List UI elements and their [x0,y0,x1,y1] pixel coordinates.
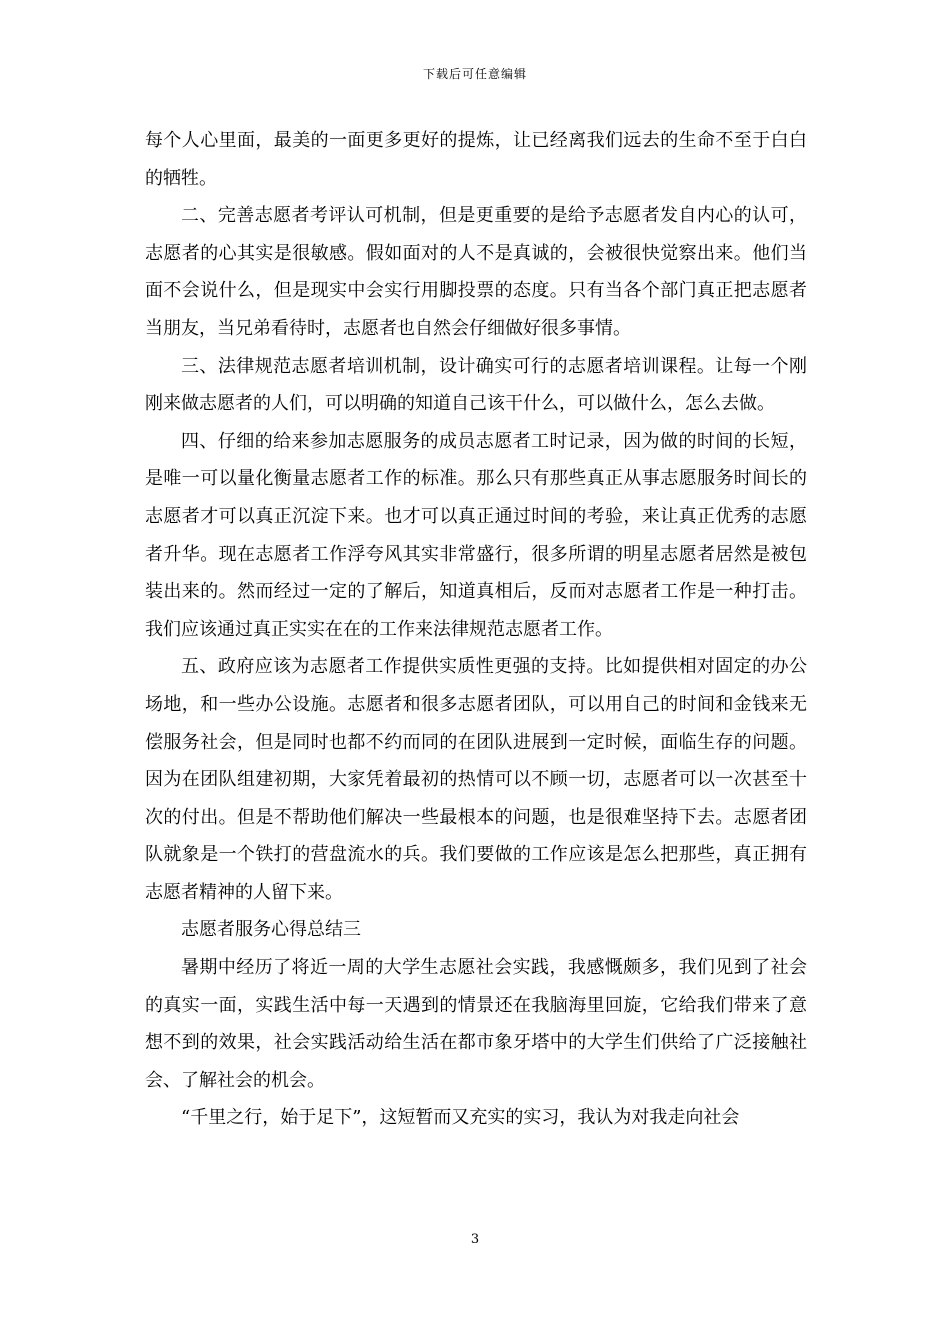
page-number: 3 [470,1232,480,1247]
paragraph-point-two: 二、完善志愿者考评认可机制，但是更重要的是给予志愿者发自内心的认可，志愿者的心其实是很敏感。假如面对的人不是真诚的，会被很快觉察出来。他们当面不会说什么，但是现实中会实行用脚投票的态度。只有当各个部门真正把志愿者当朋友，当兄弟看待时，志愿者也自然会仔细做好很多事情。 [145,205,807,339]
paragraph-quote: “千里之行，始于足下”，这短暂而又充实的实习，我认为对我走向社会 [181,1107,740,1129]
paragraph-summer-practice: 暑期中经历了将近一周的大学生志愿社会实践，我感慨颇多，我们见到了社会的真实一面，实践生活中每一天遇到的情景还在我脑海里回旋，它给我们带来了意想不到的效果，社会实践活动给生活在都市象牙塔中的大学生们供给了广泛接触社会、了解社会的机会。 [145,957,807,1091]
paragraph-point-four: 四、仔细的给来参加志愿服务的成员志愿者工时记录，因为做的时间的长短，是唯一可以量化衡量志愿者工作的标准。那么只有那些真正从事志愿服务时间长的志愿者才可以真正沉淀下来。也才可以真正通过时间的考验，来让真正优秀的志愿者升华。现在志愿者工作浮夸风其实非常盛行，很多所谓的明星志愿者居然是被包装出来的。然而经过一定的了解后，知道真相后，反而对志愿者工作是一种打击。我们应该通过真正实实在在的工作来法律规范志愿者工作。 [145,430,807,640]
paragraph-point-five: 五、政府应该为志愿者工作提供实质性更强的支持。比如提供相对固定的办公场地，和一些办公设施。志愿者和很多志愿者团队，可以用自己的时间和金钱来无偿服务社会，但是同时也都不约而同的在团队进展到一定时候，面临生存的问题。因为在团队组建初期，大家凭着最初的热情可以不顾一切，志愿者可以一次甚至十次的付出。但是不帮助他们解决一些最根本的问题，也是很难坚持下去。志愿者团队就象是一个铁打的营盘流水的兵。我们要做的工作应该是怎么把那些，真正拥有志愿者精神的人留下来。 [145,656,807,903]
page-header: 下载后可任意编辑 [422,67,527,81]
section-heading: 志愿者服务心得总结三 [181,919,361,941]
paragraph-continuation: 每个人心里面，最美的一面更多更好的提炼，让已经离我们远去的生命不至于白白的牺牲。 [145,130,807,189]
paragraph-point-three: 三、法律规范志愿者培训机制，设计确实可行的志愿者培训课程。让每一个刚刚来做志愿者的人们，可以明确的知道自己该干什么，可以做什么，怎么去做。 [145,355,807,415]
document-body [145,122,807,1137]
